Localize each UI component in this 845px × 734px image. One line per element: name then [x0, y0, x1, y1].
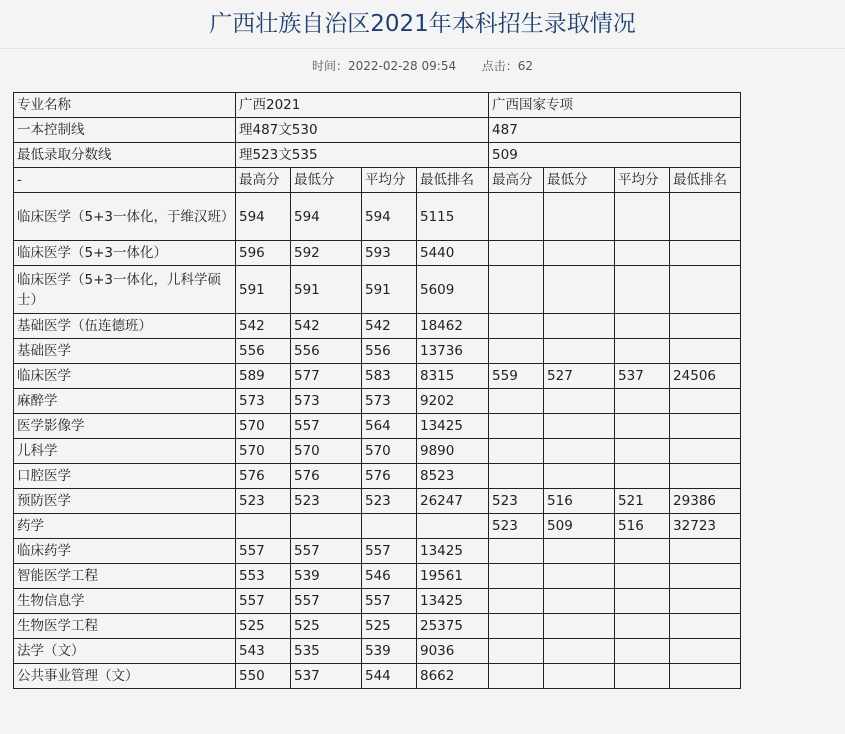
table-row: [14, 489, 741, 514]
score-cell: [489, 193, 544, 241]
score-cell: [670, 464, 741, 489]
score-cell: 570: [291, 439, 362, 464]
score-cell: 539: [291, 564, 362, 589]
score-cell: [544, 539, 615, 564]
score-cell: [489, 339, 544, 364]
score-cell: 13425: [417, 414, 489, 439]
score-cell: [544, 266, 615, 314]
score-cell: [544, 193, 615, 241]
score-cell: 29386: [670, 489, 741, 514]
score-cell: 527: [544, 364, 615, 389]
score-cell: 8523: [417, 464, 489, 489]
score-cell: 509: [544, 514, 615, 539]
table-row: [14, 639, 741, 664]
score-cell: [544, 314, 615, 339]
score-cell: 523: [489, 489, 544, 514]
score-cell: [236, 514, 291, 539]
table-row: [14, 364, 741, 389]
score-cell: [615, 564, 670, 589]
table-row: [14, 464, 741, 489]
score-cell: [615, 439, 670, 464]
page-title: 广西壮族自治区2021年本科招生录取情况: [209, 11, 636, 37]
score-cell: 5440: [417, 241, 489, 266]
admission-table-container: [13, 92, 741, 689]
article-meta: [0, 58, 845, 74]
score-cell: [489, 639, 544, 664]
score-cell: 26247: [417, 489, 489, 514]
score-cell: 521: [615, 489, 670, 514]
score-cell: 8662: [417, 664, 489, 689]
score-cell: 557: [236, 589, 291, 614]
score-cell: [489, 464, 544, 489]
major-name-cell: 临床药学: [14, 539, 236, 564]
score-cell: 9202: [417, 389, 489, 414]
major-name-cell: 医学影像学: [14, 414, 236, 439]
score-cell: 553: [236, 564, 291, 589]
score-cell: 577: [291, 364, 362, 389]
score-cell: 18462: [417, 314, 489, 339]
table-row: [14, 389, 741, 414]
header-label-cell: 一本控制线: [14, 118, 236, 143]
major-name-cell: 临床医学（5+3一体化，于维汉班）: [14, 193, 236, 241]
major-name-cell: 预防医学: [14, 489, 236, 514]
score-cell: [670, 414, 741, 439]
score-cell: 537: [291, 664, 362, 689]
score-cell: 8315: [417, 364, 489, 389]
table-row: [14, 564, 741, 589]
score-cell: [489, 564, 544, 589]
score-cell: 559: [489, 364, 544, 389]
score-cell: 24506: [670, 364, 741, 389]
score-cell: [670, 664, 741, 689]
score-cell: [489, 539, 544, 564]
major-name-cell: 基础医学（伍连德班）: [14, 314, 236, 339]
score-cell: [489, 664, 544, 689]
score-cell: [489, 314, 544, 339]
column-header-cell: 平均分: [362, 168, 417, 193]
table-row: [14, 439, 741, 464]
score-cell: 589: [236, 364, 291, 389]
header-row: [14, 143, 741, 168]
major-name-cell: 儿科学: [14, 439, 236, 464]
score-cell: 525: [236, 614, 291, 639]
score-cell: 570: [236, 439, 291, 464]
score-cell: 591: [362, 266, 417, 314]
score-cell: [670, 241, 741, 266]
score-cell: [670, 589, 741, 614]
score-cell: 525: [362, 614, 417, 639]
group2-header-cell: 广西国家专项: [489, 93, 741, 118]
table-row: [14, 614, 741, 639]
score-cell: 556: [236, 339, 291, 364]
score-cell: 535: [291, 639, 362, 664]
score-cell: 557: [291, 414, 362, 439]
score-cell: 516: [615, 514, 670, 539]
score-cell: 576: [291, 464, 362, 489]
column-header-cell: 最高分: [489, 168, 544, 193]
score-cell: 564: [362, 414, 417, 439]
score-cell: 556: [291, 339, 362, 364]
score-cell: [544, 241, 615, 266]
score-cell: [615, 339, 670, 364]
score-cell: 539: [362, 639, 417, 664]
header-row: [14, 93, 741, 118]
column-header-cell: 最低排名: [670, 168, 741, 193]
score-cell: [544, 439, 615, 464]
score-cell: [544, 414, 615, 439]
score-cell: [544, 564, 615, 589]
table-row: [14, 414, 741, 439]
score-cell: [417, 514, 489, 539]
score-cell: [615, 614, 670, 639]
score-cell: 516: [544, 489, 615, 514]
major-name-cell: 智能医学工程: [14, 564, 236, 589]
score-cell: 557: [362, 539, 417, 564]
header-label-cell: 专业名称: [14, 93, 236, 118]
score-cell: [544, 614, 615, 639]
score-cell: [489, 389, 544, 414]
table-row: [14, 514, 741, 539]
major-name-cell: 麻醉学: [14, 389, 236, 414]
score-cell: [291, 514, 362, 539]
group2-header-cell: 487: [489, 118, 741, 143]
score-cell: [615, 464, 670, 489]
score-cell: [544, 339, 615, 364]
score-cell: 570: [236, 414, 291, 439]
score-cell: [615, 589, 670, 614]
time-value: 2022-02-28 09:54: [347, 59, 457, 73]
header-label-cell: 最低录取分数线: [14, 143, 236, 168]
table-row: [14, 539, 741, 564]
group1-header-cell: 理523文535: [236, 143, 489, 168]
score-cell: 583: [362, 364, 417, 389]
score-cell: [362, 514, 417, 539]
score-cell: 546: [362, 564, 417, 589]
group1-header-cell: 广西2021: [236, 93, 489, 118]
major-name-cell: 临床医学: [14, 364, 236, 389]
score-cell: 13425: [417, 539, 489, 564]
score-cell: [544, 389, 615, 414]
column-header-cell: 最低分: [291, 168, 362, 193]
score-cell: [670, 266, 741, 314]
score-cell: [544, 664, 615, 689]
score-cell: [670, 314, 741, 339]
score-cell: 523: [362, 489, 417, 514]
score-cell: [670, 539, 741, 564]
major-name-cell: 生物信息学: [14, 589, 236, 614]
score-cell: 25375: [417, 614, 489, 639]
score-cell: [489, 614, 544, 639]
score-cell: 32723: [670, 514, 741, 539]
score-cell: [615, 414, 670, 439]
score-cell: 591: [236, 266, 291, 314]
major-name-cell: 基础医学: [14, 339, 236, 364]
group2-header-cell: 509: [489, 143, 741, 168]
score-cell: 576: [236, 464, 291, 489]
table-row: [14, 241, 741, 266]
score-cell: 544: [362, 664, 417, 689]
score-cell: 9890: [417, 439, 489, 464]
score-cell: [670, 614, 741, 639]
score-cell: 570: [362, 439, 417, 464]
admission-table: [13, 92, 741, 689]
score-cell: 523: [489, 514, 544, 539]
score-cell: [670, 389, 741, 414]
admission-table-body: [14, 93, 741, 689]
score-cell: [615, 193, 670, 241]
major-name-cell: 临床医学（5+3一体化，儿科学硕士）: [14, 266, 236, 314]
score-cell: [489, 241, 544, 266]
score-cell: [544, 589, 615, 614]
table-row: [14, 193, 741, 241]
major-name-cell: 法学（文）: [14, 639, 236, 664]
score-cell: [670, 639, 741, 664]
major-name-cell: 临床医学（5+3一体化）: [14, 241, 236, 266]
score-cell: 523: [291, 489, 362, 514]
score-cell: [489, 439, 544, 464]
score-cell: 13425: [417, 589, 489, 614]
score-cell: [615, 639, 670, 664]
score-cell: 557: [291, 539, 362, 564]
score-cell: 573: [362, 389, 417, 414]
score-cell: 592: [291, 241, 362, 266]
score-cell: [489, 589, 544, 614]
score-cell: [615, 389, 670, 414]
score-cell: 550: [236, 664, 291, 689]
score-cell: 557: [291, 589, 362, 614]
score-cell: 537: [615, 364, 670, 389]
time-label: 时间：: [311, 59, 348, 73]
column-header-cell: 最低分: [544, 168, 615, 193]
score-cell: 556: [362, 339, 417, 364]
score-cell: 576: [362, 464, 417, 489]
major-name-cell: 口腔医学: [14, 464, 236, 489]
score-cell: 594: [236, 193, 291, 241]
score-cell: [670, 564, 741, 589]
score-cell: [615, 539, 670, 564]
major-name-cell: 药学: [14, 514, 236, 539]
score-cell: 596: [236, 241, 291, 266]
clicks-label: 点击：: [481, 59, 518, 73]
column-header-cell: 最高分: [236, 168, 291, 193]
score-cell: 593: [362, 241, 417, 266]
score-cell: 9036: [417, 639, 489, 664]
score-cell: [489, 414, 544, 439]
score-cell: 19561: [417, 564, 489, 589]
score-cell: 573: [291, 389, 362, 414]
score-cell: 523: [236, 489, 291, 514]
score-cell: [615, 314, 670, 339]
score-cell: 594: [291, 193, 362, 241]
major-name-cell: 公共事业管理（文）: [14, 664, 236, 689]
score-cell: [670, 193, 741, 241]
score-cell: [615, 241, 670, 266]
score-cell: [544, 464, 615, 489]
score-cell: 542: [362, 314, 417, 339]
score-cell: [615, 266, 670, 314]
header-row: [14, 118, 741, 143]
score-cell: [670, 339, 741, 364]
score-cell: 5609: [417, 266, 489, 314]
table-row: [14, 664, 741, 689]
clicks-value: 62: [517, 59, 534, 73]
table-row: [14, 266, 741, 314]
score-cell: 525: [291, 614, 362, 639]
score-cell: [670, 439, 741, 464]
table-row: [14, 589, 741, 614]
score-cell: 5115: [417, 193, 489, 241]
score-cell: [544, 639, 615, 664]
score-cell: 13736: [417, 339, 489, 364]
score-cell: 591: [291, 266, 362, 314]
score-cell: 557: [236, 539, 291, 564]
score-cell: 557: [362, 589, 417, 614]
score-cell: [489, 266, 544, 314]
score-cell: 594: [362, 193, 417, 241]
score-cell: 542: [291, 314, 362, 339]
group1-header-cell: 理487文530: [236, 118, 489, 143]
table-row: [14, 339, 741, 364]
score-cell: 542: [236, 314, 291, 339]
column-header-cell: 最低排名: [417, 168, 489, 193]
column-header-label-cell: -: [14, 168, 236, 193]
score-cell: [615, 664, 670, 689]
major-name-cell: 生物医学工程: [14, 614, 236, 639]
table-row: [14, 314, 741, 339]
score-cell: 543: [236, 639, 291, 664]
column-header-cell: 平均分: [615, 168, 670, 193]
title-divider: [0, 48, 845, 49]
score-cell: 573: [236, 389, 291, 414]
column-header-row: [14, 168, 741, 193]
